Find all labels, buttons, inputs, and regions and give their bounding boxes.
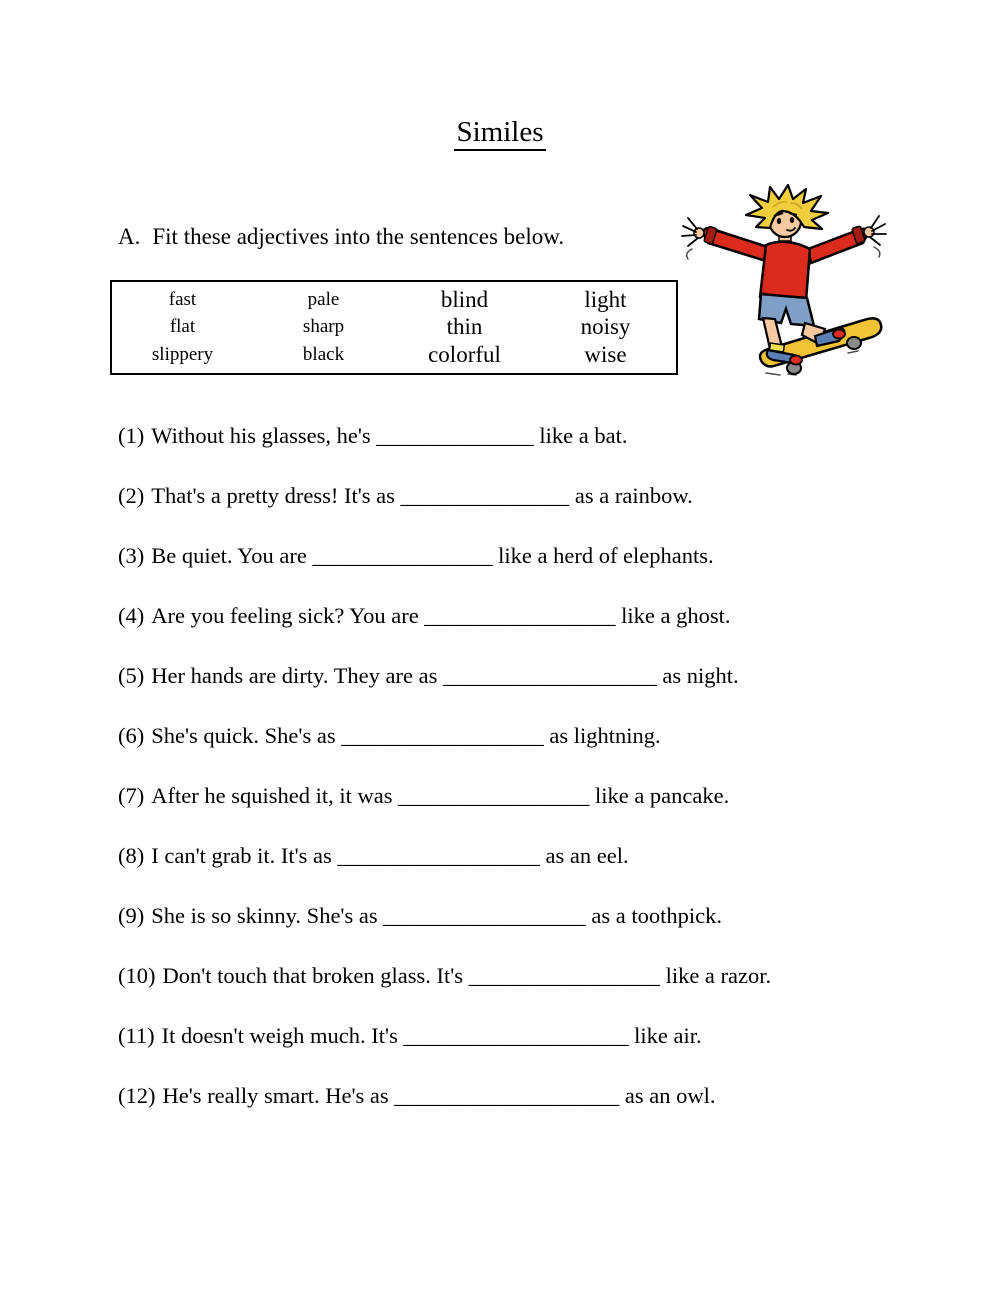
word-bank-word: wise bbox=[584, 342, 627, 368]
word-bank-column-1 bbox=[112, 282, 253, 373]
word-bank-word: light bbox=[584, 286, 627, 312]
sentence-list bbox=[118, 406, 940, 1126]
sentence-10 bbox=[118, 946, 940, 1006]
page-title: Similes bbox=[0, 116, 1000, 149]
sentence-number: (4) bbox=[118, 603, 145, 628]
sentence-number: (7) bbox=[118, 783, 145, 808]
sentence-number: (11) bbox=[118, 1023, 155, 1048]
sentence-8 bbox=[118, 826, 940, 886]
sentence-text: Are you feeling sick? You are _________________ like a ghost. bbox=[151, 603, 731, 628]
word-bank-column-2 bbox=[253, 282, 394, 373]
sentence-5 bbox=[118, 646, 940, 706]
word-bank-word: pale bbox=[307, 288, 340, 310]
skateboarder-illustration bbox=[678, 183, 890, 377]
sentence-text: He's really smart. He's as ____________________ as an owl. bbox=[162, 1083, 716, 1108]
sentence-6 bbox=[118, 706, 940, 766]
sentence-9 bbox=[118, 886, 940, 946]
word-bank-box bbox=[110, 280, 678, 375]
word-bank-word: thin bbox=[446, 314, 483, 340]
sentence-text: Be quiet. You are ________________ like a herd of elephants. bbox=[151, 543, 714, 568]
sentence-7 bbox=[118, 766, 940, 826]
sentence-text: That's a pretty dress! It's as _______________ as a rainbow. bbox=[151, 483, 693, 508]
sentence-4 bbox=[118, 586, 940, 646]
sentence-text: She's quick. She's as __________________ as lightning. bbox=[151, 723, 661, 748]
sentence-text: Her hands are dirty. They are as ___________________ as night. bbox=[151, 663, 739, 688]
sentence-1 bbox=[118, 406, 940, 466]
word-bank-column-3 bbox=[394, 282, 535, 373]
instruction-line bbox=[118, 224, 564, 250]
sentence-11 bbox=[118, 1006, 940, 1066]
word-bank-word: sharp bbox=[302, 316, 345, 338]
sentence-text: After he squished it, it was _________________ like a pancake. bbox=[151, 783, 730, 808]
sentence-text: Don't touch that broken glass. It's _________________ like a razor. bbox=[162, 963, 772, 988]
word-bank-word: slippery bbox=[151, 344, 214, 366]
instruction-label: A. bbox=[118, 224, 141, 249]
sentence-number: (9) bbox=[118, 903, 145, 928]
sentence-text: It doesn't weigh much. It's ____________________ like air. bbox=[161, 1023, 702, 1048]
sentence-number: (1) bbox=[118, 423, 145, 448]
instruction-text: Fit these adjectives into the sentences below. bbox=[152, 224, 565, 249]
sentence-text: She is so skinny. She's as __________________ as a toothpick. bbox=[151, 903, 722, 928]
word-bank-word: colorful bbox=[428, 342, 501, 368]
word-bank-column-4 bbox=[535, 282, 676, 373]
word-bank-word: fast bbox=[168, 288, 197, 310]
sentence-number: (5) bbox=[118, 663, 145, 688]
sentence-number: (6) bbox=[118, 723, 145, 748]
sentence-number: (8) bbox=[118, 843, 145, 868]
word-bank-word: blind bbox=[440, 286, 489, 312]
word-bank-word: black bbox=[302, 344, 345, 366]
sentence-number: (2) bbox=[118, 483, 145, 508]
sentence-number: (10) bbox=[118, 963, 156, 988]
sentence-number: (12) bbox=[118, 1083, 156, 1108]
sentence-text: Without his glasses, he's ______________ like a bat. bbox=[151, 423, 628, 448]
word-bank-word: flat bbox=[169, 316, 196, 338]
sentence-3 bbox=[118, 526, 940, 586]
sentence-number: (3) bbox=[118, 543, 145, 568]
word-bank-word: noisy bbox=[580, 314, 631, 340]
sentence-2 bbox=[118, 466, 940, 526]
sentence-text: I can't grab it. It's as __________________ as an eel. bbox=[151, 843, 629, 868]
sentence-12 bbox=[118, 1066, 940, 1126]
